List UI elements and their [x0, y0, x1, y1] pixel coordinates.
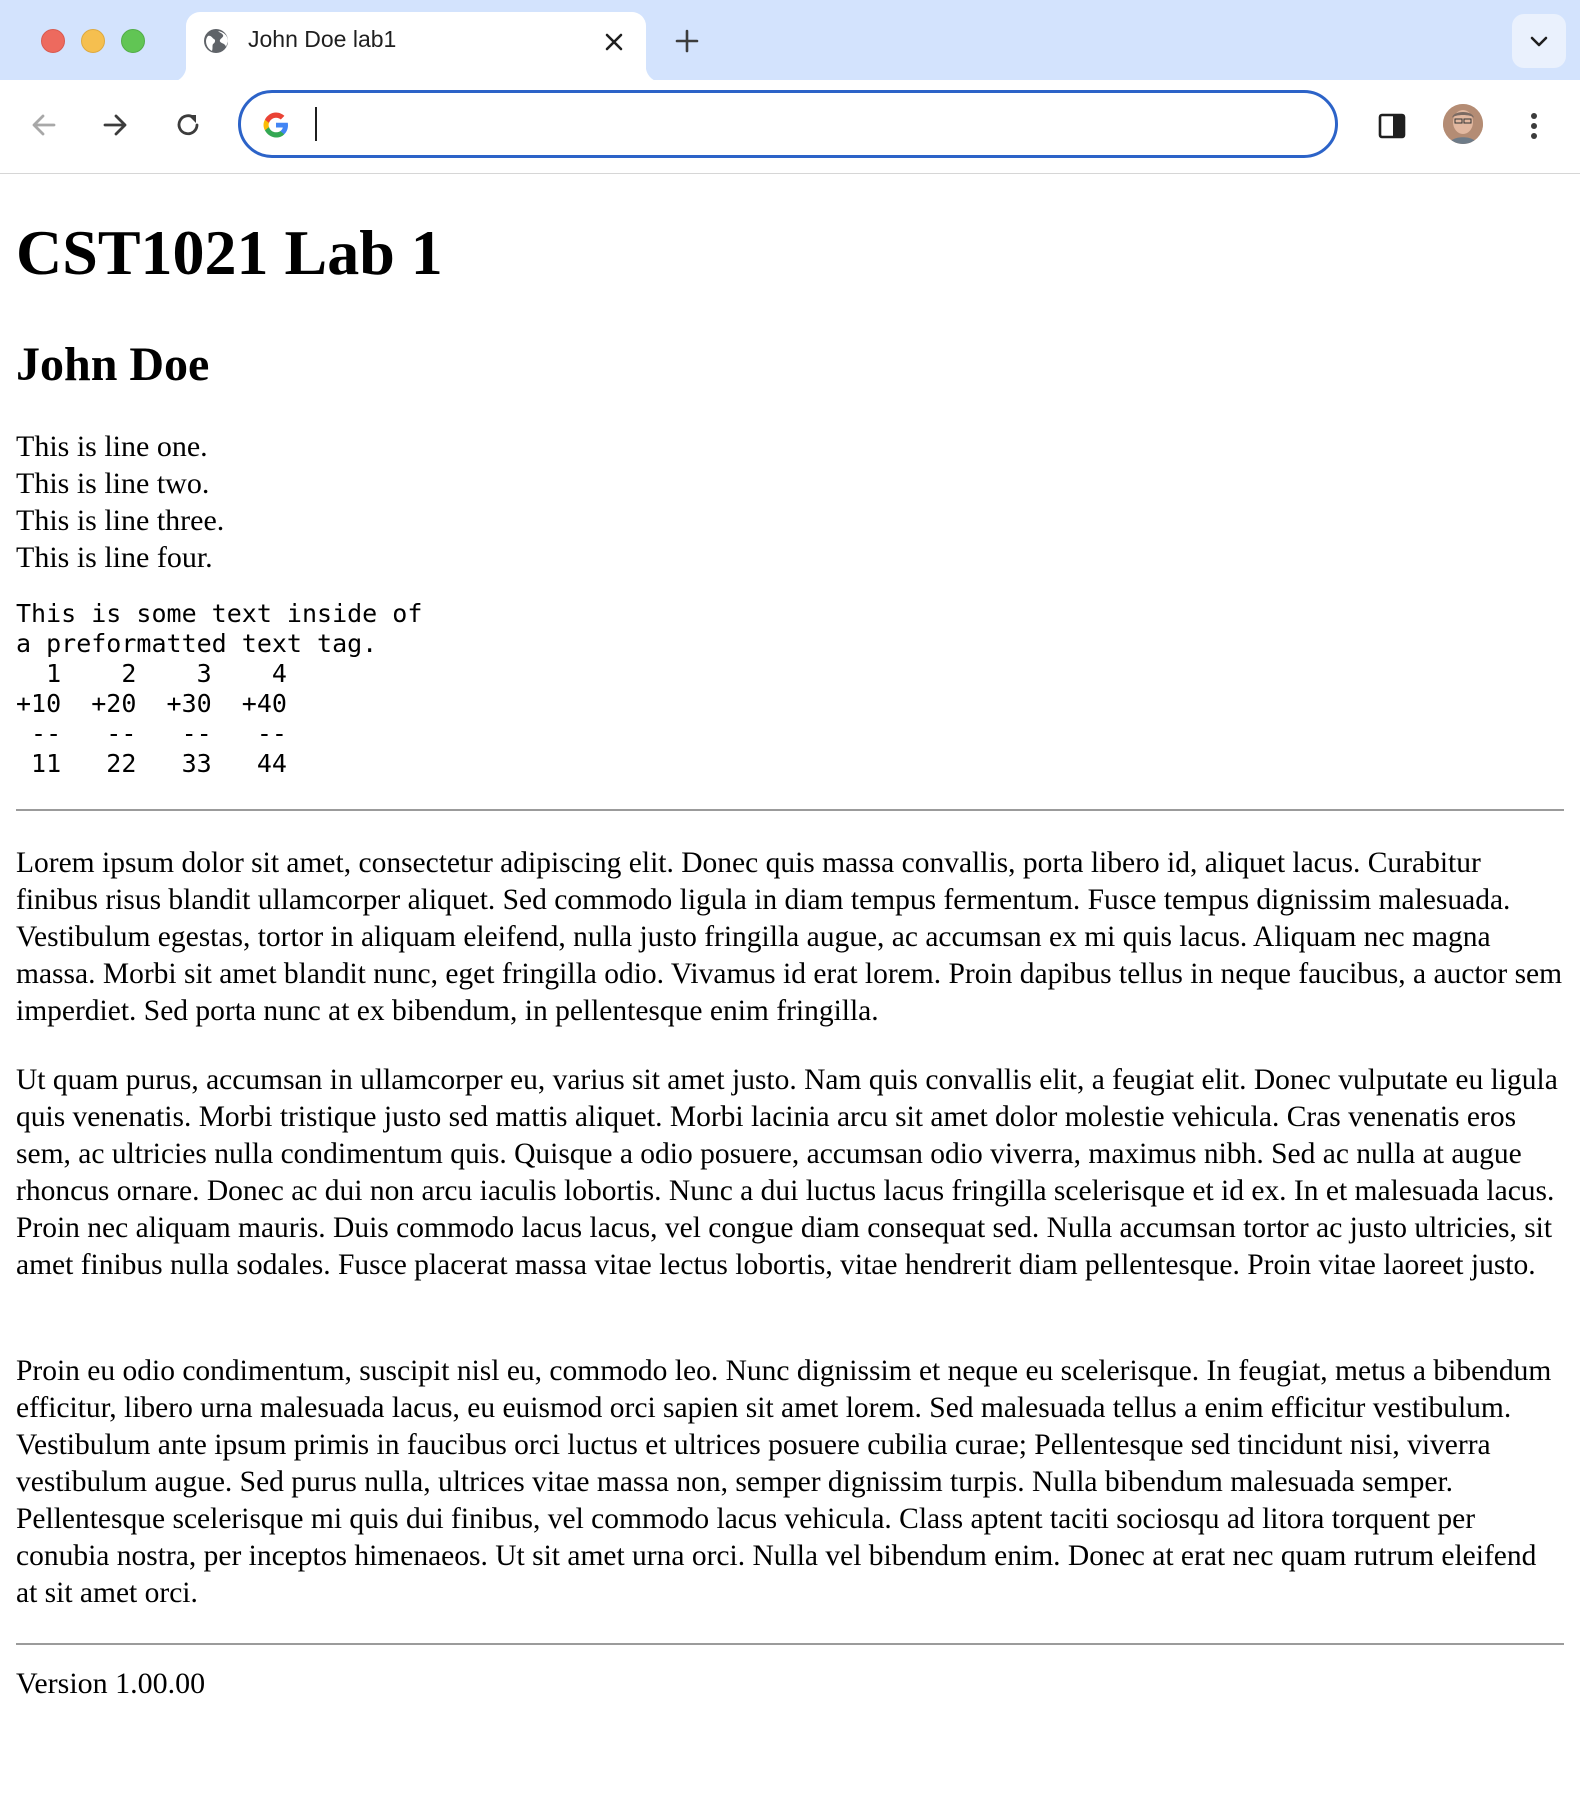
- address-input[interactable]: [311, 103, 1275, 149]
- globe-icon: [202, 27, 230, 55]
- preformatted-text: This is some text inside of a preformatted text tag. 1 2 3 4 +10 +20 +30 +40 -- -- -- -- 11 22 33 44: [16, 599, 423, 778]
- google-g-icon: [261, 110, 291, 140]
- plus-icon[interactable]: [672, 26, 702, 56]
- line-four: This is line four.: [16, 541, 213, 574]
- horizontal-rule: [16, 1643, 1564, 1645]
- window-minimize-button[interactable]: [81, 29, 105, 53]
- tab-search-button[interactable]: [1512, 14, 1566, 68]
- window-close-button[interactable]: [41, 29, 65, 53]
- close-icon[interactable]: [602, 30, 626, 54]
- reload-icon[interactable]: [171, 108, 205, 142]
- chevron-down-icon: [1527, 29, 1551, 53]
- line-two: This is line two.: [16, 467, 210, 500]
- arrow-left-icon[interactable]: [27, 108, 61, 142]
- address-bar[interactable]: [238, 90, 1338, 158]
- line-list: [16, 428, 224, 576]
- paragraph-3: Proin eu odio condimentum, suscipit nisl eu, commodo leo. Nunc dignissim et neque eu scelerisque. In feugiat, metus a bibendum efficitur, libero urna malesuada lacus, eu euismod orci sapien sit amet lorem. Sed malesuada tellus a enim efficitur vestibulum. Vestibulum ante ipsum primis in faucibus orci luctus et ultrices posuere cubilia curae; Pellentesque sed tincidunt nisi, viverra vestibulum augue. Sed purus nulla, ultrices vitae massa non, semper dignissim turpis. Nulla bibendum malesuada semper. Pellentesque scelerisque mi quis dui finibus, vel commodo lacus vehicula. Class aptent taciti sociosqu ad litora torquent per conubia nostra, per inceptos himenaeos. Ut sit amet urna orci. Nulla vel bibendum enim. Donec at erat nec quam rutrum eleifend at sit amet orci.: [16, 1355, 1552, 1609]
- arrow-right-icon[interactable]: [98, 108, 132, 142]
- side-panel-icon[interactable]: [1376, 110, 1408, 142]
- avatar[interactable]: [1443, 104, 1483, 144]
- kebab-menu-icon[interactable]: [1522, 108, 1546, 144]
- tab-strip: [0, 0, 1580, 80]
- horizontal-rule: [16, 809, 1564, 811]
- browser-toolbar: [0, 80, 1580, 174]
- text-caret: [315, 107, 317, 141]
- line-one: This is line one.: [16, 430, 208, 463]
- tab-title: John Doe lab1: [248, 26, 397, 52]
- page-title: CST1021 Lab 1: [16, 217, 443, 288]
- paragraph-1: Lorem ipsum dolor sit amet, consectetur adipiscing elit. Donec quis massa convallis, porta libero id, aliquet lacus. Curabitur finibus risus blandit ullamcorper aliquet. Sed commodo ligula in diam tempus fermentum. Fusce tempus dignissim malesuada. Vestibulum egestas, tortor in aliquam eleifend, nulla justo fringilla augue, ac accumsan ex mi quis lacus. Aliquam nec magna massa. Morbi sit amet blandit nunc, eget fringilla odio. Vivamus id erat lorem. Proin dapibus tellus in neque faucibus, a auctor sem imperdiet. Sed porta nunc at ex bibendum, in pellentesque enim fringilla.: [16, 847, 1563, 1027]
- active-tab[interactable]: [186, 12, 646, 82]
- window-maximize-button[interactable]: [121, 29, 145, 53]
- line-three: This is line three.: [16, 504, 225, 537]
- paragraph-2: Ut quam purus, accumsan in ullamcorper eu, varius sit amet justo. Nam quis convallis elit, a feugiat elit. Donec vulputate eu ligula quis venenatis. Morbi tristique justo sed mattis aliquet. Morbi lacinia arcu sit amet dolor molestie vehicula. Cras venenatis eros sem, ac ultricies nulla condimentum quis. Quisque a odio posuere, accumsan odio viverra, maximus nibh. Sed ac nulla at augue rhoncus ornare. Donec ac dui non arcu iaculis lobortis. Nunc a dui luctus lacus fringilla scelerisque et id ex. In et malesuada lacus. Proin nec aliquam mauris. Duis commodo lacus lacus, vel congue diam consequat sed. Nulla accumsan tortor ac justo ultricies, sit amet finibus nulla sodales. Fusce placerat massa vitae lectus lobortis, vitae hendrerit diam pellentesque. Proin vitae laoreet justo.: [16, 1064, 1558, 1281]
- student-name: John Doe: [16, 338, 210, 391]
- version-text: Version 1.00.00: [16, 1667, 206, 1700]
